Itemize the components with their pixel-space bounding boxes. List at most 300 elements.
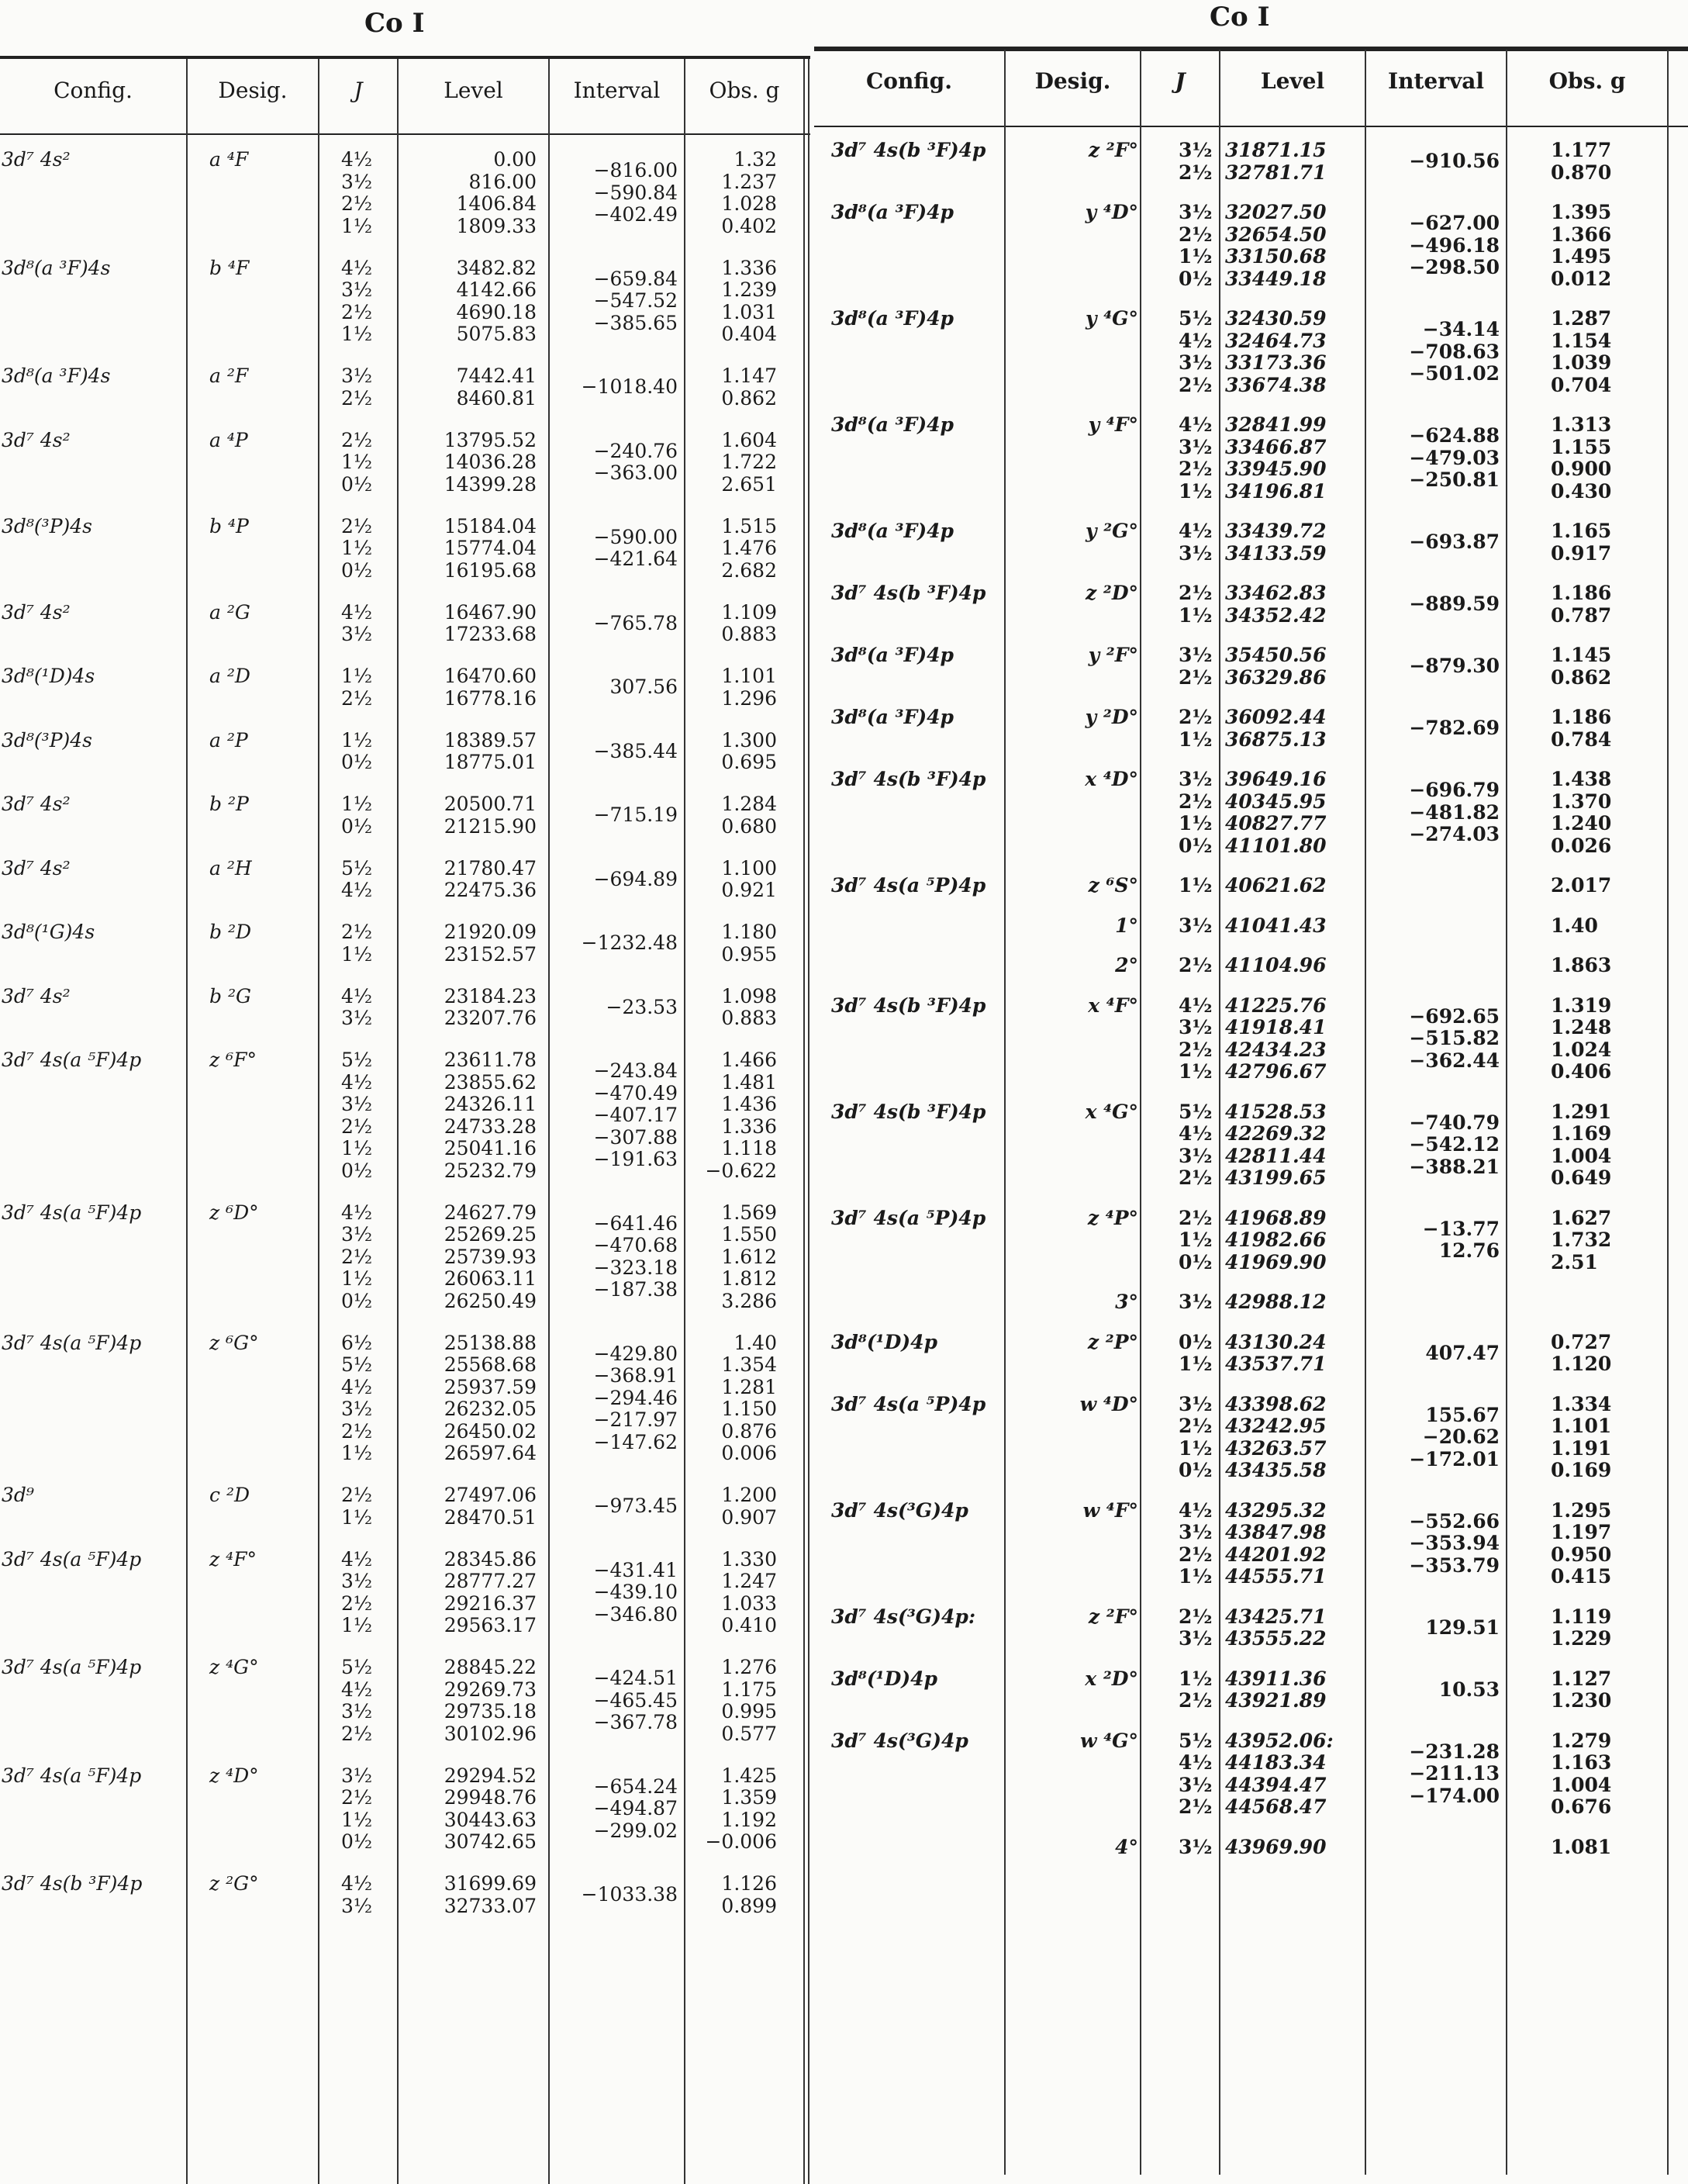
table-row xyxy=(814,769,1688,857)
col-header-level: Level xyxy=(444,78,503,103)
cell-g: 2.017 xyxy=(1551,874,1612,897)
table-row xyxy=(0,858,810,902)
cell-config: 3d⁸(¹G)4s xyxy=(2,921,95,943)
cell-j: 3½ 2½ 1½ 0½ xyxy=(1179,768,1213,857)
cell-interval: 155.67 −20.62 −172.01 xyxy=(1409,1403,1500,1470)
cell-desig: 1° xyxy=(1115,914,1138,937)
col-header-obs-g: Obs. g xyxy=(1548,68,1626,94)
cell-desig: a ²D xyxy=(209,665,250,687)
cell-interval: −889.59 xyxy=(1409,593,1500,615)
cell-config: 3d⁷ 4s(a ⁵F)4p xyxy=(2,1764,142,1787)
cell-config: 3d⁷ 4s(b ³F)4p xyxy=(831,582,986,604)
cell-level: 21920.09 23152.57 xyxy=(444,921,537,966)
cell-g: 1.147 0.862 xyxy=(721,365,777,410)
cell-level: 0.00 816.00 1406.84 1809.33 xyxy=(456,148,537,237)
cell-config: 3d⁷ 4s² xyxy=(2,428,71,451)
cell-config: 3d⁷ 4s² xyxy=(2,600,71,624)
table-row xyxy=(0,257,810,346)
cell-config: 3d⁷ 4s(b ³F)4p xyxy=(831,768,986,790)
cell-interval: 407.47 xyxy=(1425,1341,1500,1364)
cell-config: 3d⁷ 4s(³G)4p: xyxy=(831,1605,976,1628)
cell-desig: z ²F° xyxy=(1088,139,1138,161)
cell-interval: −659.84 −547.52 −385.65 xyxy=(593,267,678,334)
cell-desig: x ⁴G° xyxy=(1085,1100,1138,1123)
cell-g: 1.177 0.870 xyxy=(1551,139,1612,184)
right-table-body xyxy=(814,140,1688,2175)
table-row xyxy=(0,1765,810,1854)
cell-j: 3½ 2½ xyxy=(341,365,373,410)
cell-level: 27497.06 28470.51 xyxy=(444,1484,537,1529)
cell-level: 32841.99 33466.87 33945.90 34196.81 xyxy=(1225,413,1327,503)
cell-j: 5½ 4½ 3½ 2½ 1½ 0½ xyxy=(341,1049,373,1182)
col-header-desig: Desig. xyxy=(218,78,288,103)
cell-j: 6½ 5½ 4½ 3½ 2½ 1½ xyxy=(341,1331,373,1464)
cell-desig: z ⁶D° xyxy=(209,1201,259,1224)
cell-level: 32430.59 32464.73 33173.36 33674.38 xyxy=(1225,307,1327,396)
cell-interval: −694.89 xyxy=(593,867,678,890)
cell-level: 33462.83 34352.42 xyxy=(1225,582,1327,627)
cell-interval: −910.56 xyxy=(1409,150,1500,172)
cell-j: 4½ 3½ xyxy=(1179,520,1213,565)
cell-interval: −627.00 −496.18 −298.50 xyxy=(1409,212,1500,278)
cell-g: 1.40 1.354 1.281 1.150 0.876 0.006 xyxy=(721,1331,777,1464)
cell-g: 1.330 1.247 1.033 0.410 xyxy=(721,1547,777,1636)
cell-j: 4½ 3½ xyxy=(341,1872,373,1917)
cell-level: 24627.79 25269.25 25739.93 26063.11 26250.49 xyxy=(444,1201,537,1312)
cell-desig: a ⁴F xyxy=(209,148,249,171)
cell-g: 0.727 1.120 xyxy=(1551,1330,1612,1375)
cell-level: 20500.71 21215.90 xyxy=(444,793,537,838)
cell-level: 43911.36 43921.89 xyxy=(1225,1667,1327,1712)
cell-level: 32027.50 32654.50 33150.68 33449.18 xyxy=(1225,201,1327,290)
table-row xyxy=(814,308,1688,396)
table-row xyxy=(814,414,1688,503)
cell-level: 43969.90 xyxy=(1225,1835,1327,1858)
cell-g: 1.165 0.917 xyxy=(1551,520,1612,565)
cell-level: 43952.06: 44183.34 44394.47 44568.47 xyxy=(1225,1729,1334,1818)
cell-level: 13795.52 14036.28 14399.28 xyxy=(444,428,537,496)
cell-interval: −765.78 xyxy=(593,611,678,634)
cell-j: 4½ 3½ xyxy=(341,984,373,1029)
cell-desig: b ²P xyxy=(209,793,249,815)
cell-config: 3d⁷ 4s(b ³F)4p xyxy=(831,1100,986,1123)
cell-g: 1.101 1.296 xyxy=(721,665,777,710)
cell-desig: a ⁴P xyxy=(209,428,248,451)
cell-interval: −34.14 −708.63 −501.02 xyxy=(1409,318,1500,385)
cell-j: 3½ 2½ xyxy=(1179,139,1213,184)
cell-config: 3d⁷ 4s² xyxy=(2,984,71,1007)
table-row xyxy=(814,1500,1688,1588)
table-row xyxy=(814,520,1688,565)
cell-desig: y ⁴G° xyxy=(1085,307,1138,330)
cell-interval: −973.45 xyxy=(593,1495,678,1517)
right-table xyxy=(814,47,1688,2175)
table-row xyxy=(0,665,810,710)
cell-desig: z ⁶G° xyxy=(209,1331,259,1354)
cell-interval: −693.87 xyxy=(1409,530,1500,553)
right-top-rule xyxy=(814,47,1688,51)
cell-level: 21780.47 22475.36 xyxy=(444,856,537,901)
table-row xyxy=(0,1549,810,1637)
cell-desig: z ⁴D° xyxy=(209,1764,259,1787)
col-header-interval: Interval xyxy=(573,78,661,103)
cell-j: 4½ 3½ 2½ 1½ xyxy=(1179,1498,1213,1588)
cell-j: 4½ 3½ 2½ 1½ xyxy=(341,148,373,237)
cell-g: 1.32 1.237 1.028 0.402 xyxy=(721,148,777,237)
table-row xyxy=(0,730,810,774)
cell-j: 1½ 0½ xyxy=(341,793,373,838)
cell-g: 1.466 1.481 1.436 1.336 1.118 −0.622 xyxy=(705,1049,777,1182)
table-row xyxy=(814,1730,1688,1819)
cell-level: 40621.62 xyxy=(1225,874,1327,897)
cell-j: 1½ 2½ xyxy=(341,665,373,710)
cell-g: 1.200 0.907 xyxy=(721,1484,777,1529)
cell-desig: w ⁴F° xyxy=(1082,1498,1138,1522)
cell-desig: z ²D° xyxy=(1085,582,1138,604)
cell-level: 29294.52 29948.76 30443.63 30742.65 xyxy=(444,1764,537,1853)
cell-interval: −590.00 −421.64 xyxy=(593,525,678,570)
cell-g: 1.334 1.101 1.191 0.169 xyxy=(1551,1392,1612,1481)
cell-config: 3d⁷ 4s(³G)4p xyxy=(831,1498,968,1522)
cell-level: 23611.78 23855.62 24326.11 24733.28 25041.16 25232.79 xyxy=(444,1049,537,1182)
cell-interval: −231.28 −211.13 −174.00 xyxy=(1409,1740,1500,1807)
cell-j: 1½ 2½ xyxy=(1179,1667,1213,1712)
cell-desig: b ²G xyxy=(209,984,251,1007)
cell-desig: z ⁶S° xyxy=(1088,874,1138,897)
cell-config: 3d⁷ 4s² xyxy=(2,856,71,879)
table-row xyxy=(814,140,1688,184)
cell-level: 36092.44 36875.13 xyxy=(1225,706,1327,751)
cell-j: 3½ 2½ 1½ 0½ xyxy=(341,1764,373,1853)
cell-level: 3482.82 4142.66 4690.18 5075.83 xyxy=(456,256,537,345)
cell-desig: z ²F° xyxy=(1088,1605,1138,1628)
cell-j: 3½ 2½ 1½ 0½ xyxy=(1179,1392,1213,1481)
cell-g: 1.627 1.732 2.51 xyxy=(1551,1206,1612,1273)
cell-j: 3½ 2½ 1½ 0½ xyxy=(1179,201,1213,290)
cell-g: 1.515 1.476 2.682 xyxy=(721,514,777,582)
cell-config: 3d⁷ 4s(a ⁵F)4p xyxy=(2,1201,142,1224)
col-header-j: J xyxy=(354,78,363,103)
cell-level: 16467.90 17233.68 xyxy=(444,600,537,645)
col-header-level: Level xyxy=(1260,68,1325,94)
cell-g: 1.300 0.695 xyxy=(721,728,777,773)
cell-config: 3d⁸(a ³F)4p xyxy=(831,201,954,223)
cell-interval: −782.69 xyxy=(1409,717,1500,739)
cell-level: 41104.96 xyxy=(1225,954,1327,976)
cell-interval: −696.79 −481.82 −274.03 xyxy=(1409,779,1500,845)
table-row xyxy=(814,1291,1688,1314)
cell-desig: a ²P xyxy=(209,728,248,752)
cell-level: 41041.43 xyxy=(1225,914,1327,937)
cell-interval: −385.44 xyxy=(593,739,678,762)
cell-interval: −654.24 −494.87 −299.02 xyxy=(593,1774,678,1842)
cell-config: 3d⁷ 4s(a ⁵P)4p xyxy=(831,874,986,897)
cell-desig: a ²G xyxy=(209,600,250,624)
col-header-j: J xyxy=(1175,68,1186,94)
cell-g: 1.127 1.230 xyxy=(1551,1667,1612,1712)
table-row xyxy=(814,707,1688,751)
col-header-config: Config. xyxy=(54,78,133,103)
cell-config: 3d⁸(a ³F)4p xyxy=(831,307,954,330)
col-header-desig: Desig. xyxy=(1034,68,1111,94)
col-header-interval: Interval xyxy=(1387,68,1484,94)
cell-j: 2½ 1½ 0½ xyxy=(341,514,373,582)
cell-config: 3d⁸(a ³F)4s xyxy=(2,256,111,279)
cell-j: 3½ 2½ xyxy=(1179,644,1213,689)
cell-interval: −715.19 xyxy=(593,803,678,826)
cell-desig: z ²P° xyxy=(1087,1330,1138,1353)
cell-level: 33439.72 34133.59 xyxy=(1225,520,1327,565)
table-row xyxy=(0,516,810,582)
col-header-obs-g: Obs. g xyxy=(709,78,780,103)
cell-config: 3d⁸(¹D)4s xyxy=(2,665,95,687)
cell-level: 39649.16 40345.95 40827.77 41101.80 xyxy=(1225,768,1327,857)
table-row xyxy=(814,644,1688,689)
cell-g: 1.438 1.370 1.240 0.026 xyxy=(1551,768,1612,857)
right-header-rule xyxy=(814,126,1688,127)
cell-config: 3d⁸(³P)4s xyxy=(2,514,93,537)
table-row xyxy=(814,1332,1688,1376)
cell-config: 3d⁷ 4s(b ³F)4p xyxy=(831,139,986,161)
cell-j: 2½ 1½ xyxy=(1179,582,1213,627)
cell-g: 1.863 xyxy=(1551,954,1612,976)
cell-level: 41225.76 41918.41 42434.23 42796.67 xyxy=(1225,994,1327,1083)
table-row xyxy=(814,875,1688,897)
table-row xyxy=(0,1202,810,1313)
cell-interval: −816.00 −590.84 −402.49 xyxy=(593,159,678,226)
cell-j: 2½ 1½ xyxy=(1179,706,1213,751)
table-row xyxy=(814,202,1688,290)
cell-j: 4½ 3½ 2½ 1½ xyxy=(1179,994,1213,1083)
cell-j: 3½ xyxy=(1179,1835,1213,1858)
cell-level: 16470.60 16778.16 xyxy=(444,665,537,710)
table-row xyxy=(0,430,810,496)
cell-config: 3d⁸(a ³F)4p xyxy=(831,644,954,666)
cell-desig: 2° xyxy=(1115,954,1138,976)
cell-desig: a ²H xyxy=(209,856,252,879)
cell-level: 7442.41 8460.81 xyxy=(456,365,537,410)
cell-config: 3d⁷ 4s(a ⁵F)4p xyxy=(2,1331,142,1354)
cell-config: 3d⁷ 4s² xyxy=(2,793,71,815)
cell-desig: 3° xyxy=(1115,1291,1138,1313)
cell-config: 3d⁷ 4s(a ⁵F)4p xyxy=(2,1547,142,1571)
cell-j: 4½ 3½ xyxy=(341,600,373,645)
cell-j: 4½ 3½ 2½ 1½ xyxy=(341,256,373,345)
left-table-title: Co I xyxy=(364,8,425,39)
cell-j: 5½ 4½ 3½ 2½ xyxy=(1179,307,1213,396)
cell-j: 2½ 1½ xyxy=(341,921,373,966)
cell-interval: −1033.38 xyxy=(581,1883,678,1906)
cell-desig: x ²D° xyxy=(1085,1667,1138,1690)
table-row xyxy=(814,1668,1688,1712)
cell-desig: y ⁴D° xyxy=(1085,201,1138,223)
cell-g: 1.425 1.359 1.192 −0.006 xyxy=(705,1764,777,1853)
cell-interval: −240.76 −363.00 xyxy=(593,439,678,484)
table-row xyxy=(814,955,1688,977)
col-header-config: Config. xyxy=(865,68,952,94)
cell-j: 2½ 3½ xyxy=(1179,1605,1213,1650)
table-row xyxy=(814,915,1688,938)
cell-desig: c ²D xyxy=(209,1484,250,1506)
cell-desig: z ⁴G° xyxy=(209,1656,259,1678)
cell-g: 1.186 0.787 xyxy=(1551,582,1612,627)
cell-level: 35450.56 36329.86 xyxy=(1225,644,1327,689)
cell-config: 3d⁸(³P)4s xyxy=(2,728,93,752)
cell-j: 4½ 3½ 2½ 1½ xyxy=(341,1547,373,1636)
cell-interval: −429.80 −368.91 −294.46 −217.97 −147.62 xyxy=(593,1342,678,1453)
table-row xyxy=(0,1873,810,1917)
cell-config: 3d⁷ 4s² xyxy=(2,148,71,171)
cell-g: 1.395 1.366 1.495 0.012 xyxy=(1551,201,1612,290)
cell-g: 1.336 1.239 1.031 0.404 xyxy=(721,256,777,345)
cell-level: 43398.62 43242.95 43263.57 43435.58 xyxy=(1225,1392,1327,1481)
table-row xyxy=(0,1049,810,1182)
table-row xyxy=(0,602,810,646)
cell-interval: −624.88 −479.03 −250.81 xyxy=(1409,424,1500,491)
cell-level: 41968.89 41982.66 41969.90 xyxy=(1225,1206,1327,1273)
cell-config: 3d⁹ xyxy=(2,1484,34,1506)
cell-config: 3d⁷ 4s(b ³F)4p xyxy=(831,994,986,1017)
cell-level: 31699.69 32733.07 xyxy=(444,1872,537,1917)
cell-j: 3½ xyxy=(1179,1291,1213,1313)
left-table xyxy=(0,56,810,2184)
cell-config: 3d⁸(a ³F)4p xyxy=(831,520,954,542)
cell-g: 1.284 0.680 xyxy=(721,793,777,838)
table-row xyxy=(0,365,810,410)
table-row xyxy=(814,1208,1688,1274)
cell-j: 0½ 1½ xyxy=(1179,1330,1213,1375)
cell-config: 3d⁷ 4s(a ⁵F)4p xyxy=(2,1049,142,1071)
cell-j: 4½ 3½ 2½ 1½ 0½ xyxy=(341,1201,373,1312)
cell-desig: z ⁴P° xyxy=(1087,1206,1138,1229)
table-row xyxy=(814,1837,1688,1859)
cell-interval: −13.77 12.76 xyxy=(1422,1217,1500,1262)
cell-interval: −1232.48 xyxy=(581,931,678,954)
cell-level: 18389.57 18775.01 xyxy=(444,728,537,773)
cell-j: 1½ 0½ xyxy=(341,728,373,773)
cell-config: 3d⁸(a ³F)4p xyxy=(831,706,954,728)
cell-desig: b ⁴F xyxy=(209,256,250,279)
cell-g: 1.098 0.883 xyxy=(721,984,777,1029)
cell-level: 43295.32 43847.98 44201.92 44555.71 xyxy=(1225,1498,1327,1588)
cell-config: 3d⁸(¹D)4p xyxy=(831,1330,937,1353)
cell-interval: −1018.40 xyxy=(581,375,678,398)
cell-g: 1.276 1.175 0.995 0.577 xyxy=(721,1656,777,1745)
cell-config: 3d⁷ 4s(a ⁵F)4p xyxy=(2,1656,142,1678)
cell-j: 1½ xyxy=(1179,874,1213,897)
cell-g: 1.145 0.862 xyxy=(1551,644,1612,689)
cell-j: 5½ 4½ 3½ 2½ xyxy=(1179,1729,1213,1818)
cell-config: 3d⁷ 4s(³G)4p xyxy=(831,1729,968,1752)
cell-j: 2½ 1½ 0½ xyxy=(1179,1206,1213,1273)
left-header-rule xyxy=(0,133,810,135)
table-row xyxy=(814,1101,1688,1190)
table-row xyxy=(814,1394,1688,1482)
table-row xyxy=(0,1332,810,1465)
cell-desig: z ²G° xyxy=(209,1872,259,1895)
cell-config: 3d⁷ 4s(a ⁵P)4p xyxy=(831,1392,986,1415)
cell-level: 41528.53 42269.32 42811.44 43199.65 xyxy=(1225,1100,1327,1189)
cell-desig: w ⁴D° xyxy=(1079,1392,1138,1415)
cell-level: 43130.24 43537.71 xyxy=(1225,1330,1327,1375)
left-table-body xyxy=(0,149,810,2184)
cell-level: 23184.23 23207.76 xyxy=(444,984,537,1029)
cell-interval: −243.84 −470.49 −407.17 −307.88 −191.63 xyxy=(593,1059,678,1170)
cell-desig: w ⁴G° xyxy=(1079,1729,1138,1752)
cell-interval: −23.53 xyxy=(606,995,678,1018)
cell-g: 1.126 0.899 xyxy=(721,1872,777,1917)
cell-level: 25138.88 25568.68 25937.59 26232.05 26450.02 26597.64 xyxy=(444,1331,537,1464)
cell-desig: x ⁴D° xyxy=(1085,768,1138,790)
cell-g: 1.279 1.163 1.004 0.676 xyxy=(1551,1729,1612,1818)
cell-level: 28345.86 28777.27 29216.37 29563.17 xyxy=(444,1547,537,1636)
cell-desig: z ⁶F° xyxy=(209,1049,257,1071)
table-row xyxy=(814,995,1688,1083)
cell-j: 2½ xyxy=(1179,954,1213,976)
cell-interval: 129.51 xyxy=(1425,1616,1500,1639)
cell-level: 15184.04 15774.04 16195.68 xyxy=(444,514,537,582)
cell-interval: −424.51 −465.45 −367.78 xyxy=(593,1667,678,1733)
cell-desig: y ²F° xyxy=(1088,644,1138,666)
cell-desig: 4° xyxy=(1115,1835,1138,1858)
cell-g: 1.569 1.550 1.612 1.812 3.286 xyxy=(721,1201,777,1312)
cell-g: 1.604 1.722 2.651 xyxy=(721,428,777,496)
cell-level: 43425.71 43555.22 xyxy=(1225,1605,1327,1650)
cell-desig: b ²D xyxy=(209,921,252,943)
cell-desig: z ⁴F° xyxy=(209,1547,257,1571)
cell-desig: y ⁴F° xyxy=(1088,413,1138,436)
cell-desig: y ²G° xyxy=(1085,520,1138,542)
cell-interval: 10.53 xyxy=(1438,1678,1500,1701)
left-top-rule xyxy=(0,56,810,59)
cell-g: 1.287 1.154 1.039 0.704 xyxy=(1551,307,1612,396)
table-row xyxy=(0,921,810,966)
cell-g: 1.40 xyxy=(1551,914,1598,937)
cell-config: 3d⁷ 4s(b ³F)4p xyxy=(2,1872,143,1895)
cell-g: 1.186 0.784 xyxy=(1551,706,1612,751)
cell-config: 3d⁸(a ³F)4s xyxy=(2,365,111,387)
cell-j: 5½ 4½ 3½ 2½ xyxy=(1179,1100,1213,1189)
cell-j: 4½ 3½ 2½ 1½ xyxy=(1179,413,1213,503)
cell-interval: −641.46 −470.68 −323.18 −187.38 xyxy=(593,1211,678,1301)
cell-desig: x ⁴F° xyxy=(1088,994,1138,1017)
cell-g: 1.319 1.248 1.024 0.406 xyxy=(1551,994,1612,1083)
cell-g: 1.295 1.197 0.950 0.415 xyxy=(1551,1498,1612,1588)
cell-interval: −431.41 −439.10 −346.80 xyxy=(593,1558,678,1626)
table-row xyxy=(0,1484,810,1529)
cell-desig: a ²F xyxy=(209,365,249,387)
cell-g: 1.109 0.883 xyxy=(721,600,777,645)
cell-j: 5½ 4½ xyxy=(341,856,373,901)
cell-j: 2½ 1½ 0½ xyxy=(341,428,373,496)
cell-interval: −552.66 −353.94 −353.79 xyxy=(1409,1509,1500,1577)
cell-g: 1.100 0.921 xyxy=(721,856,777,901)
cell-config: 3d⁸(a ³F)4p xyxy=(831,413,954,436)
right-table-title: Co I xyxy=(1210,2,1270,33)
cell-desig: b ⁴P xyxy=(209,514,249,537)
cell-g: 1.081 xyxy=(1551,1835,1612,1858)
cell-interval: 307.56 xyxy=(609,676,678,698)
cell-j: 3½ xyxy=(1179,914,1213,937)
cell-g: 1.180 0.955 xyxy=(721,921,777,966)
cell-config: 3d⁸(¹D)4p xyxy=(831,1667,937,1690)
cell-g: 1.119 1.229 xyxy=(1551,1605,1612,1650)
cell-g: 1.313 1.155 0.900 0.430 xyxy=(1551,413,1612,503)
table-row xyxy=(0,1657,810,1745)
cell-desig: y ²D° xyxy=(1085,706,1138,728)
table-row xyxy=(0,986,810,1030)
cell-level: 42988.12 xyxy=(1225,1291,1327,1313)
